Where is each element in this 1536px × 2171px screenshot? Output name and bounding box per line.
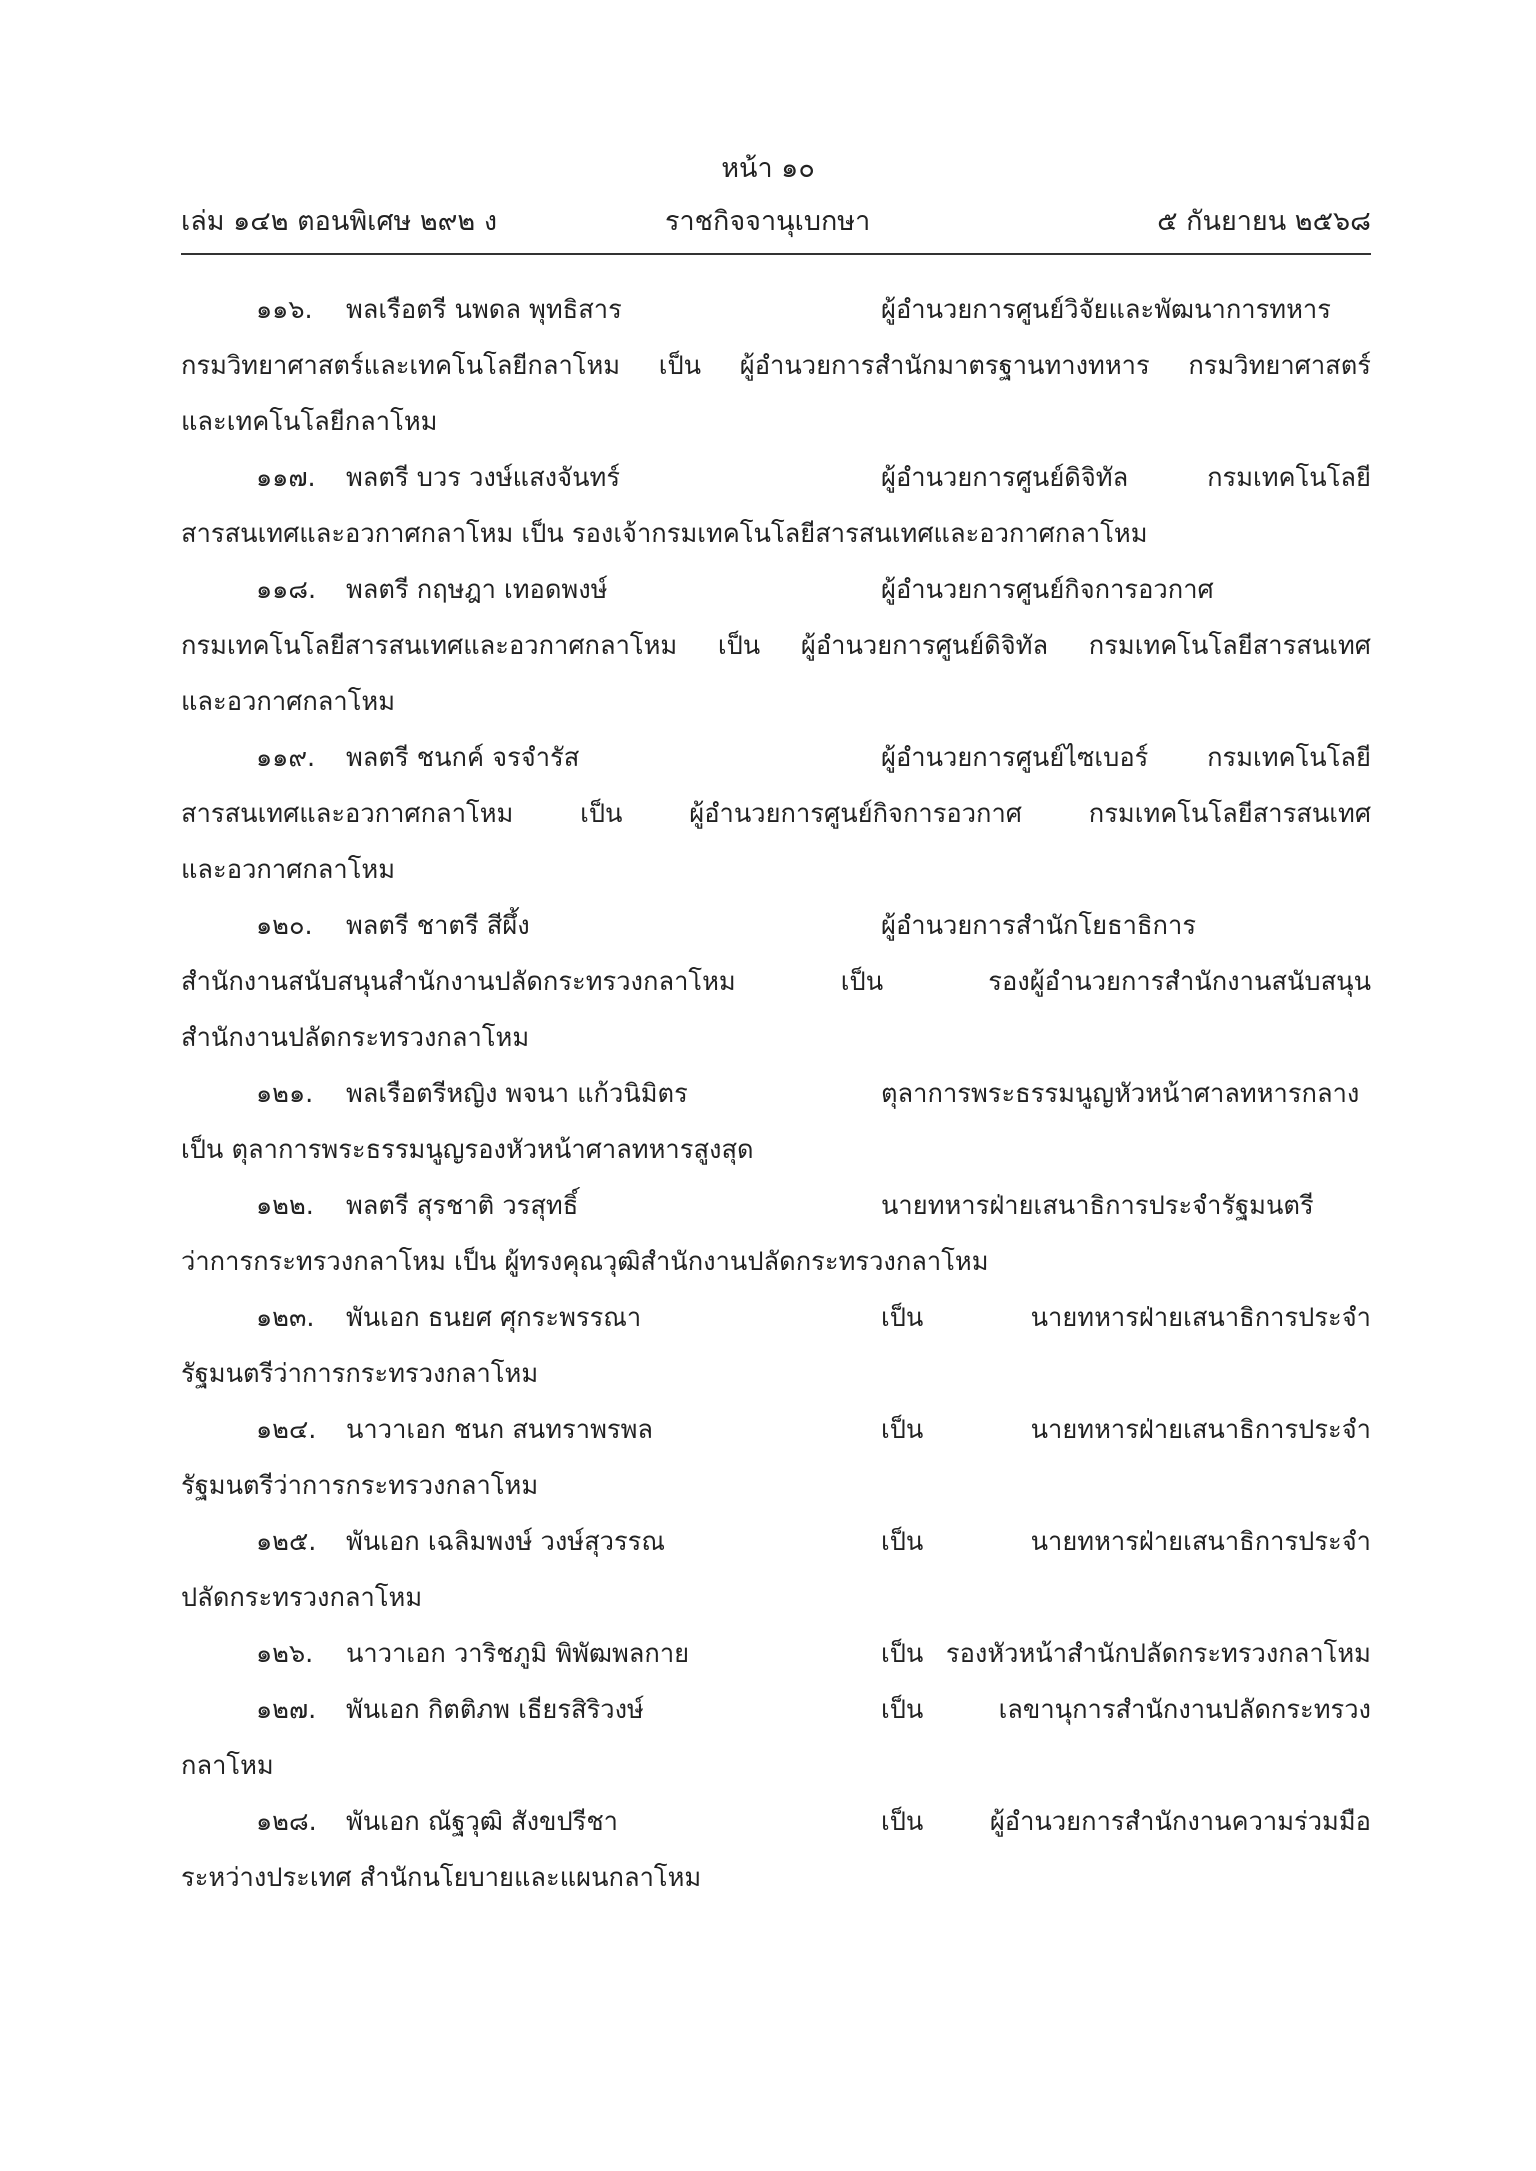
entry-number: ๑๒๔.	[256, 1415, 317, 1445]
gazette-header	[181, 204, 1371, 240]
current-position: เป็น นายทหารฝ่ายเสนาธิการประจำ	[881, 1527, 1371, 1557]
entry-continuation-line: กรมวิทยาศาสตร์และเทคโนโลยีกลาโหม เป็น ผู้อำนวยการสำนักมาตรฐานทางทหาร กรมวิทยาศาสตร์	[181, 351, 1371, 381]
current-position: ผู้อำนวยการศูนย์กิจการอวกาศ	[881, 575, 1214, 605]
entry-continuation-line: กลาโหม	[181, 1751, 274, 1781]
entry-number: ๑๒๑.	[256, 1079, 314, 1109]
current-position: เป็น ผู้อำนวยการสำนักงานความร่วมมือ	[881, 1807, 1371, 1837]
entry-number: ๑๑๗.	[256, 463, 316, 493]
appointment-entry	[181, 1402, 1371, 1458]
entry-continuation-line: และเทคโนโลยีกลาโหม	[181, 407, 438, 437]
entry-continuation-line: และอวกาศกลาโหม	[181, 687, 396, 717]
current-position: ผู้อำนวยการศูนย์ไซเบอร์ กรมเทคโนโลยี	[881, 743, 1371, 773]
appointee-name: พลตรี บวร วงษ์แสงจันทร์	[346, 463, 621, 493]
entry-number: ๑๒๖.	[256, 1639, 314, 1669]
appointment-entry	[181, 1514, 1371, 1570]
current-position: ผู้อำนวยการศูนย์ดิจิทัล กรมเทคโนโลยี	[881, 463, 1371, 493]
appointee-name: พลตรี กฤษฎา เทอดพงษ์	[346, 575, 608, 605]
entry-number: ๑๒๘.	[256, 1807, 317, 1837]
appointee-name: พลตรี ชาตรี สีผึ้ง	[346, 911, 530, 941]
entry-continuation-line: ระหว่างประเทศ สำนักนโยบายและแผนกลาโหม	[181, 1863, 702, 1893]
entry-continuation-line: เป็น ตุลาการพระธรรมนูญรองหัวหน้าศาลทหารสูงสุด	[181, 1135, 754, 1165]
appointee-name: พลเรือตรีหญิง พจนา แก้วนิมิตร	[346, 1079, 688, 1109]
entry-continuation-line: รัฐมนตรีว่าการกระทรวงกลาโหม	[181, 1359, 539, 1389]
appointment-list	[181, 282, 1371, 1906]
entry-continuation-line: และอวกาศกลาโหม	[181, 855, 396, 885]
appointee-name: พันเอก กิตติภพ เธียรสิริวงษ์	[346, 1695, 644, 1725]
current-position: ผู้อำนวยการสำนักโยธาธิการ	[881, 911, 1197, 941]
entry-number: ๑๑๖.	[256, 295, 313, 325]
entry-continuation-line: สารสนเทศและอวกาศกลาโหม เป็น ผู้อำนวยการศูนย์กิจการอวกาศ กรมเทคโนโลยีสารสนเทศ	[181, 799, 1371, 829]
current-position: นายทหารฝ่ายเสนาธิการประจำรัฐมนตรี	[881, 1191, 1314, 1221]
entry-continuation-line: สารสนเทศและอวกาศกลาโหม เป็น รองเจ้ากรมเทคโนโลยีสารสนเทศและอวกาศกลาโหม	[181, 519, 1148, 549]
current-position: ผู้อำนวยการศูนย์วิจัยและพัฒนาการทหาร	[881, 295, 1331, 325]
entry-continuation-line: กรมเทคโนโลยีสารสนเทศและอวกาศกลาโหม เป็น ผู้อำนวยการศูนย์ดิจิทัล กรมเทคโนโลยีสารสนเทศ	[181, 631, 1371, 661]
appointee-name: พันเอก ธนยศ ศุกระพรรณา	[346, 1303, 642, 1333]
appointment-entry	[181, 1626, 1371, 1682]
volume-issue: เล่ม ๑๔๒ ตอนพิเศษ ๒๙๒ ง	[181, 206, 497, 237]
appointee-name: พันเอก ณัฐวุฒิ สังขปรีชา	[346, 1807, 618, 1837]
appointee-name: พลตรี สุรชาติ วรสุทธิ์	[346, 1191, 579, 1221]
appointment-entry	[181, 730, 1371, 786]
current-position: เป็น นายทหารฝ่ายเสนาธิการประจำ	[881, 1303, 1371, 1333]
appointment-entry	[181, 1066, 1371, 1122]
appointee-name: พลเรือตรี นพดล พุทธิสาร	[346, 295, 622, 325]
gazette-title: ราชกิจจานุเบกษา	[665, 206, 871, 237]
current-position: เป็น เลขานุการสำนักงานปลัดกระทรวง	[881, 1695, 1371, 1725]
entry-continuation-line: ว่าการกระทรวงกลาโหม เป็น ผู้ทรงคุณวุฒิสำนักงานปลัดกระทรวงกลาโหม	[181, 1247, 989, 1277]
page-number: หน้า ๑๐	[721, 153, 815, 184]
appointment-entry	[181, 450, 1371, 506]
entry-number: ๑๒๕.	[256, 1527, 317, 1557]
appointee-name: นาวาเอก วาริชภูมิ พิพัฒพลกาย	[346, 1639, 690, 1669]
publication-date: ๕ กันยายน ๒๕๖๘	[1157, 206, 1371, 237]
appointee-name: พลตรี ชนกค์ จรจำรัส	[346, 743, 580, 773]
appointment-entry	[181, 1794, 1371, 1850]
appointment-entry	[181, 1178, 1371, 1234]
entry-number: ๑๒๗.	[256, 1695, 317, 1725]
entry-number: ๑๒๒.	[256, 1191, 314, 1221]
entry-number: ๑๒๓.	[256, 1303, 315, 1333]
entry-number: ๑๑๘.	[256, 575, 317, 605]
current-position: เป็น นายทหารฝ่ายเสนาธิการประจำ	[881, 1415, 1371, 1445]
appointment-entry	[181, 1682, 1371, 1738]
entry-continuation-line: รัฐมนตรีว่าการกระทรวงกลาโหม	[181, 1471, 539, 1501]
entry-continuation-line: สำนักงานสนับสนุนสำนักงานปลัดกระทรวงกลาโหม เป็น รองผู้อำนวยการสำนักงานสนับสนุน	[181, 967, 1371, 997]
entry-continuation-line: สำนักงานปลัดกระทรวงกลาโหม	[181, 1023, 530, 1053]
appointment-entry	[181, 898, 1371, 954]
entry-number: ๑๒๐.	[256, 911, 313, 941]
entry-continuation-line: ปลัดกระทรวงกลาโหม	[181, 1583, 423, 1613]
entry-number: ๑๑๙.	[256, 743, 316, 773]
appointment-entry	[181, 282, 1371, 338]
current-position: ตุลาการพระธรรมนูญหัวหน้าศาลทหารกลาง	[881, 1079, 1360, 1109]
appointee-name: พันเอก เฉลิมพงษ์ วงษ์สุวรรณ	[346, 1527, 666, 1557]
appointment-entry	[181, 562, 1371, 618]
current-position: เป็น รองหัวหน้าสำนักปลัดกระทรวงกลาโหม	[881, 1639, 1371, 1669]
header-rule	[181, 253, 1371, 255]
appointment-entry	[181, 1290, 1371, 1346]
appointee-name: นาวาเอก ชนก สนทราพรพล	[346, 1415, 654, 1445]
